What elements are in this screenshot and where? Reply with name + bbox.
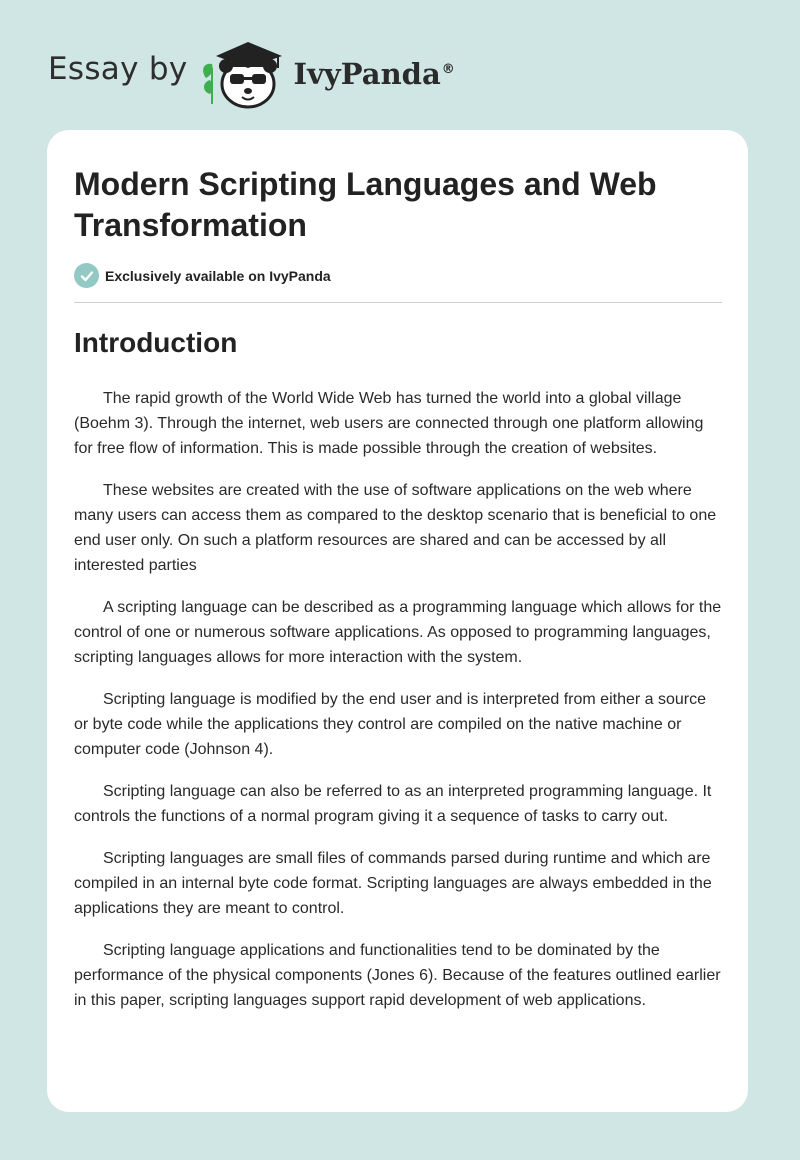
check-circle-icon (74, 263, 99, 288)
availability-badge (74, 263, 331, 288)
brand-header (48, 34, 455, 110)
essay-by-label: Essay by (48, 51, 188, 87)
essay-card (47, 130, 748, 1112)
divider (74, 302, 722, 303)
essay-body (74, 386, 724, 1030)
paragraph: A scripting language can be described as a programming language which allows for the control of one or numerous software applications. As opposed to programming languages, scripting languages allows for more interaction with the system. (74, 599, 722, 666)
paragraph: The rapid growth of the World Wide Web has turned the world into a global village (Boehm 3). Through the internet, web users are connected through one platform allowing for free flow of information. This is made possible through the creation of websites. (74, 390, 704, 457)
paragraph: Scripting language can also be referred to as an interpreted programming language. It controls the functions of a normal program giving it a sequence of tasks to carry out. (74, 783, 712, 825)
paragraph: These websites are created with the use of software applications on the web where many users can access them as compared to the desktop scenario that is beneficial to one end user only. On such a platform resources are shared and can be accessed by all interested parties (74, 482, 717, 574)
availability-text: Exclusively available on IvyPanda (105, 267, 331, 284)
ivypanda-brand-name: IvyPanda® (293, 57, 455, 91)
paragraph: Scripting language applications and functionalities tend to be dominated by the performance of the physical components (Jones 6). Because of the features outlined earlier in this paper, scripting languages support rapid development of web applications. (74, 942, 721, 1009)
registered-mark: ® (441, 62, 455, 78)
essay-title: Modern Scripting Languages and Web Transformation (74, 166, 657, 243)
section-heading: Introduction (74, 327, 238, 358)
paragraph: Scripting language is modified by the end user and is interpreted from either a source or byte code while the applications they control are compiled on the native machine or computer code (Johnson 4). (74, 691, 707, 758)
panda-graduate-logo-icon (198, 34, 290, 110)
paragraph: Scripting languages are small files of commands parsed during runtime and which are compiled in an internal byte code format. Scripting languages are always embedded in the applications they are meant to control. (74, 850, 712, 917)
